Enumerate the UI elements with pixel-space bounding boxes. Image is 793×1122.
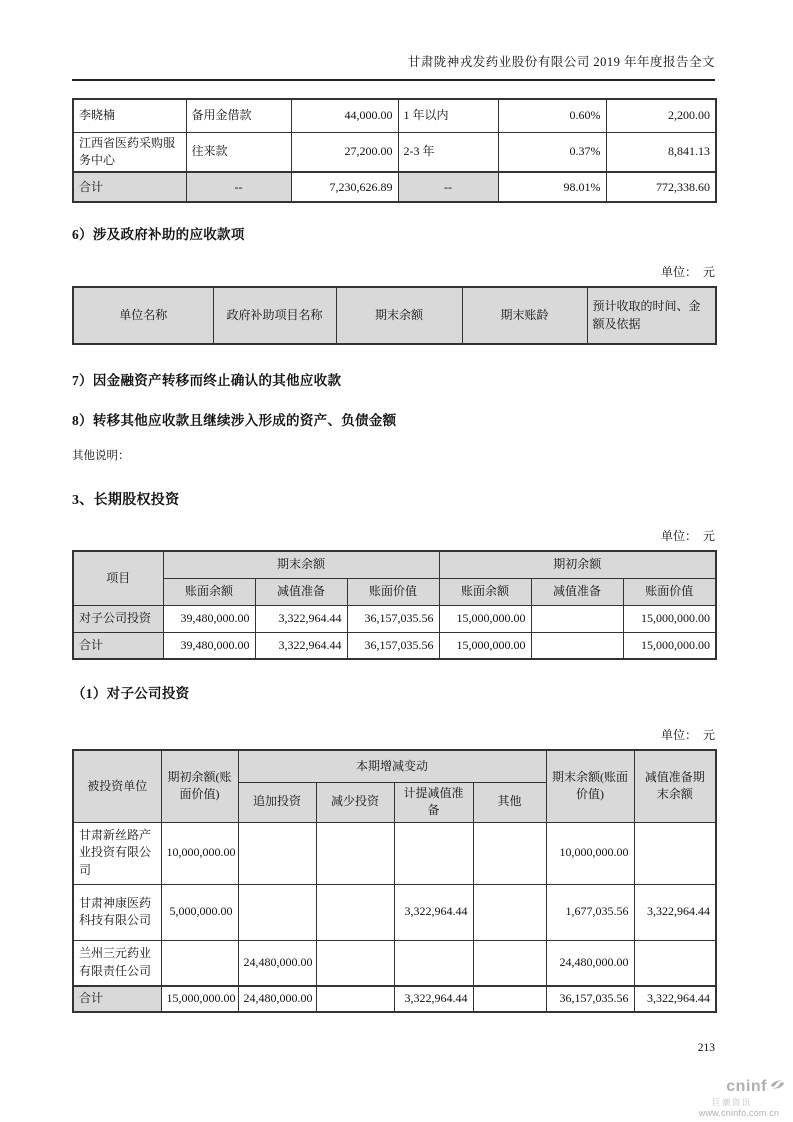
header-book-balance: 账面余额 (163, 578, 255, 605)
cell-reduce (316, 884, 394, 940)
cninfo-logo (691, 1076, 787, 1119)
cell-other (473, 884, 546, 940)
table-row (73, 822, 716, 884)
header-reduced-investment: 减少投资 (316, 782, 394, 822)
header-ending-balance-group: 期末余额 (163, 551, 439, 578)
cell-impair (394, 940, 473, 986)
cninfo-logo-icon (768, 1076, 787, 1098)
cell-impair-end (634, 940, 716, 986)
table-total-row (73, 172, 716, 202)
cell-add (238, 822, 316, 884)
header-beginning-balance: 期初余额(账面价值) (161, 750, 238, 822)
header-impairment: 减值准备 (531, 578, 623, 605)
section-heading-derecognized-receivables: 7）因金融资产转移而终止确认的其他应收款 (72, 373, 342, 389)
table-row (73, 132, 716, 172)
cell-total-label: 合计 (73, 986, 161, 1012)
table-total-row (73, 632, 716, 659)
cell-total-label: 合计 (73, 172, 186, 202)
cell-reduce (316, 822, 394, 884)
cell-end: 36,157,035.56 (546, 986, 634, 1012)
table-header-row (73, 287, 716, 344)
header-ending-balance: 期末余额 (336, 287, 462, 344)
long-term-equity-table (72, 550, 717, 660)
table-row (73, 884, 716, 940)
cell-value: 39,480,000.00 (163, 605, 255, 632)
cell-aging: 2-3 年 (398, 132, 498, 172)
table-header-row (73, 750, 716, 782)
section-heading-subsidiary-investment: （1）对子公司投资 (72, 686, 190, 702)
cell-investee: 甘肃新丝路产业投资有限公司 (73, 822, 161, 884)
header-grant-project: 政府补助项目名称 (213, 287, 336, 344)
cell-value (531, 632, 623, 659)
cell-impair-end (634, 822, 716, 884)
receivables-aging-table (72, 98, 717, 203)
page-header-title: 甘肃陇神戎发药业股份有限公司 2019 年年度报告全文 (72, 0, 715, 81)
table-subheader-row (73, 578, 716, 605)
cell-aging: -- (398, 172, 498, 202)
header-investee: 被投资单位 (73, 750, 161, 822)
cell-provision: 8,841.13 (606, 132, 716, 172)
table-row (73, 940, 716, 986)
header-impairment-provision: 计提减值准备 (394, 782, 473, 822)
cell-impair-end: 3,322,964.44 (634, 986, 716, 1012)
gov-grant-receivables-table (72, 286, 717, 345)
cell-other (473, 940, 546, 986)
cell-provision: 772,338.60 (606, 172, 716, 202)
cell-amount: 7,230,626.89 (291, 172, 398, 202)
cell-value: 36,157,035.56 (347, 605, 439, 632)
cell-total-label: 合计 (73, 632, 163, 659)
cell-nature: 备用金借款 (186, 99, 291, 132)
cell-value: 3,322,964.44 (255, 605, 347, 632)
header-ending-aging: 期末账龄 (462, 287, 587, 344)
header-impairment-ending: 减值准备期末余额 (634, 750, 716, 822)
cell-add (238, 884, 316, 940)
cell-amount: 27,200.00 (291, 132, 398, 172)
table-total-row (73, 986, 716, 1012)
section-heading-long-term-equity: 3、长期股权投资 (72, 493, 180, 509)
table-header-row (73, 551, 716, 578)
unit-label: 单位： 元 (660, 728, 715, 743)
subsidiary-investment-table (72, 749, 717, 1013)
cell-aging: 1 年以内 (398, 99, 498, 132)
cell-ratio: 98.01% (498, 172, 606, 202)
cell-reduce (316, 986, 394, 1012)
cell-reduce (316, 940, 394, 986)
unit-label: 单位： 元 (660, 529, 715, 544)
header-expected-collection: 预计收取的时间、金额及依据 (587, 287, 716, 344)
cell-add: 24,480,000.00 (238, 986, 316, 1012)
cell-item: 对子公司投资 (73, 605, 163, 632)
other-note-label: 其他说明： (72, 450, 130, 463)
header-period-change-group: 本期增减变动 (238, 750, 546, 782)
header-book-value: 账面价值 (347, 578, 439, 605)
section-heading-transferred-receivables: 8）转移其他应收款且继续涉入形成的资产、负债金额 (72, 413, 397, 429)
cell-amount: 44,000.00 (291, 99, 398, 132)
cell-investee: 甘肃神康医药科技有限公司 (73, 884, 161, 940)
cell-impair-end: 3,322,964.44 (634, 884, 716, 940)
cell-nature: -- (186, 172, 291, 202)
cell-value: 15,000,000.00 (439, 632, 531, 659)
cell-ratio: 0.60% (498, 99, 606, 132)
header-unit-name: 单位名称 (73, 287, 213, 344)
cell-value: 3,322,964.44 (255, 632, 347, 659)
cell-value: 15,000,000.00 (439, 605, 531, 632)
cell-unit-name: 李晓楠 (73, 99, 186, 132)
cell-value (531, 605, 623, 632)
header-additional-investment: 追加投资 (238, 782, 316, 822)
table-row (73, 99, 716, 132)
cell-value: 15,000,000.00 (623, 632, 716, 659)
section-heading-gov-grant-receivables: 6）涉及政府补助的应收款项 (72, 227, 245, 243)
cell-impair: 3,322,964.44 (394, 986, 473, 1012)
cell-investee: 兰州三元药业有限责任公司 (73, 940, 161, 986)
cell-add: 24,480,000.00 (238, 940, 316, 986)
cell-impair (394, 822, 473, 884)
header-book-value: 账面价值 (623, 578, 716, 605)
cell-end: 1,677,035.56 (546, 884, 634, 940)
header-impairment: 减值准备 (255, 578, 347, 605)
cell-begin: 15,000,000.00 (161, 986, 238, 1012)
cell-impair: 3,322,964.44 (394, 884, 473, 940)
cninfo-cn-name: 巨潮资讯 (712, 1097, 752, 1107)
cell-value: 39,480,000.00 (163, 632, 255, 659)
cninfo-url: www.cninfo.com.cn (698, 1108, 780, 1119)
cell-begin: 5,000,000.00 (161, 884, 238, 940)
cell-other (473, 822, 546, 884)
header-other: 其他 (473, 782, 546, 822)
page-number: 213 (697, 1042, 715, 1054)
cell-provision: 2,200.00 (606, 99, 716, 132)
table-row (73, 605, 716, 632)
cell-end: 24,480,000.00 (546, 940, 634, 986)
cell-other (473, 986, 546, 1012)
header-beginning-balance-group: 期初余额 (439, 551, 716, 578)
cell-unit-name: 江西省医药采购服务中心 (73, 132, 186, 172)
header-ending-balance: 期末余额(账面价值) (546, 750, 634, 822)
cell-begin (161, 940, 238, 986)
cell-ratio: 0.37% (498, 132, 606, 172)
cell-value: 36,157,035.56 (347, 632, 439, 659)
unit-label: 单位： 元 (660, 265, 715, 280)
cell-end: 10,000,000.00 (546, 822, 634, 884)
cell-begin: 10,000,000.00 (161, 822, 238, 884)
header-book-balance: 账面余额 (439, 578, 531, 605)
cell-value: 15,000,000.00 (623, 605, 716, 632)
cninfo-brand-text: cninf (726, 1078, 767, 1095)
header-item: 项目 (73, 551, 163, 605)
cell-nature: 往来款 (186, 132, 291, 172)
